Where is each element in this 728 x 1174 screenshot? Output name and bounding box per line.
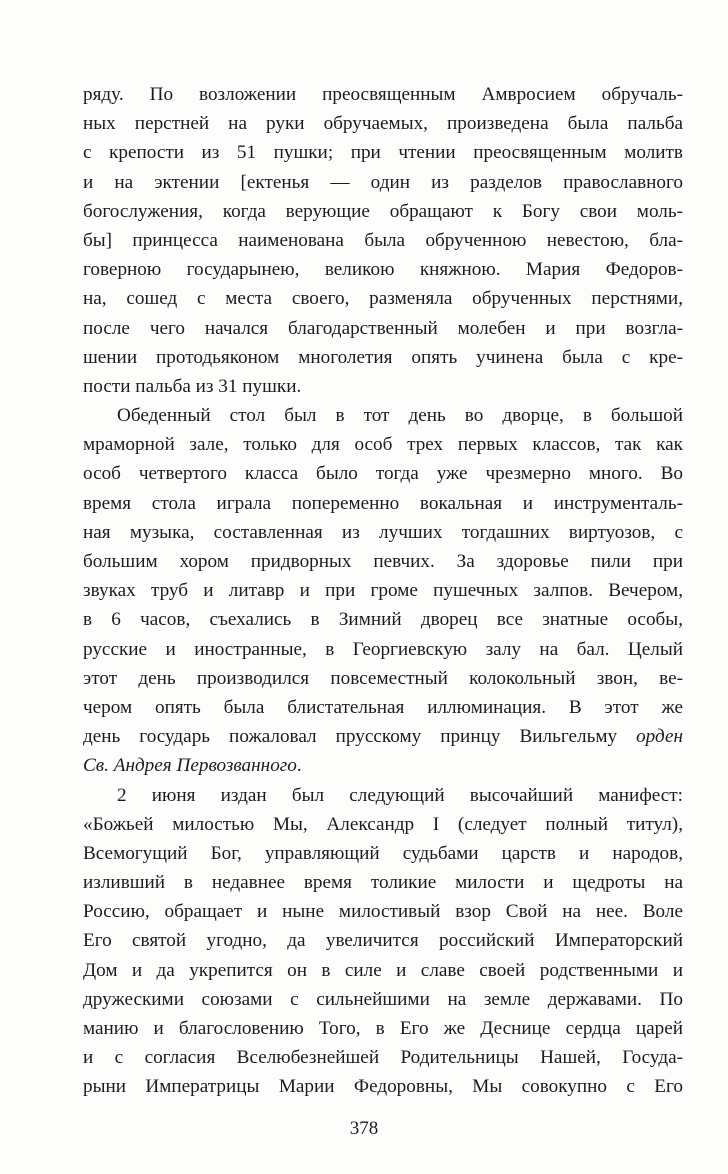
italic-text: орден — [636, 726, 683, 748]
text-line: богослужения, когда верующие обращают к Богу свои моль- — [83, 200, 683, 222]
text-line: Дом и да укрепится он в силе и славе своей родственными и — [83, 959, 683, 981]
text-line: чером опять была блистательная иллюминация. В этот же — [83, 696, 683, 718]
text-line: дружескими союзами с сильнейшими на земле державами. По — [83, 988, 683, 1010]
text-line: ная музыка, составленная из лучших тогдашних виртуозов, с — [83, 521, 683, 543]
page-number: 378 — [349, 1118, 379, 1139]
text-line: после чего начался благодарственный молебен и при возгла- — [83, 317, 683, 339]
text-line: манию и благословению Того, в Его же Деснице сердца царей — [83, 1018, 683, 1039]
text-line: мраморной зале, только для особ трех первых классов, так как — [83, 434, 683, 456]
text-line: говерною государынею, великою княжною. Мария Федоров- — [83, 259, 683, 281]
text-line: изливший в недавнее время толикие милости и щедроты на — [83, 872, 683, 894]
text-line: и с согласия Вселюбезнейшей Родительницы Нашей, Госуда- — [83, 1047, 683, 1069]
text-line: этот день производился повсеместный колокольный звон, ве- — [83, 667, 683, 689]
text-line: шении протодьяконом многолетия опять учинена была с кре- — [83, 346, 683, 368]
text-line: бы] принцесса наименована была обрученною невестою, бла- — [83, 229, 683, 251]
text-line: большим хором придворных певчих. За здоровье пили при — [83, 551, 683, 572]
text-line: звуках труб и литавр и при громе пушечных залпов. Вечером, — [83, 580, 683, 602]
text-line: рыни Императрицы Марии Федоровны, Мы совокупно с Его — [83, 1076, 683, 1098]
text-line: ных перстней на руки обручаемых, произведена была пальба — [83, 113, 683, 135]
text-line: пости пальба из 31 пушки. — [83, 375, 302, 397]
text-line: с крепости из 51 пушки; при чтении преосвященным молитв — [83, 142, 683, 164]
punctuation: . — [296, 755, 302, 777]
text-line: Всемогущий Бог, управляющий судьбами царств и народов, — [83, 842, 683, 864]
text-line: «Божьей милостью Мы, Александр I (следует полный титул), — [83, 813, 683, 835]
text-line: 2 июня издан был следующий высочайший манифест: — [117, 784, 683, 806]
text-line: Обеденный стол был в тот день во дворце, в большой — [117, 405, 683, 427]
text-line: русские и иностранные, в Георгиевскую залу на бал. Целый — [83, 638, 683, 660]
body-text — [83, 80, 683, 1102]
text-line: в 6 часов, съехались в Зимний дворец все знатные особы, — [83, 609, 683, 631]
text-line: на, сошед с места своего, разменяла обрученных перстнями, — [83, 288, 683, 310]
text-line: Россию, обращает и ныне милостивый взор Свой на нее. Воле — [83, 901, 683, 923]
text-line: и на эктении [ектенья — один из разделов православного — [83, 171, 683, 193]
italic-text: Св. Андрея Первозванного — [83, 755, 297, 777]
text-line: особ четвертого класса было тогда уже чрезмерно много. Во — [83, 463, 683, 485]
text-line-roman: день государь пожаловал прусскому принцу Вильгельму — [83, 726, 618, 748]
text-line: ряду. По возложении преосвященным Амвросием обручаль- — [83, 84, 683, 105]
text-line: Его святой угодно, да увеличится российский Императорский — [83, 930, 683, 952]
text-line — [83, 722, 683, 751]
text-line — [83, 751, 683, 780]
text-line: время стола играла попеременно вокальная и инструменталь- — [83, 492, 683, 514]
